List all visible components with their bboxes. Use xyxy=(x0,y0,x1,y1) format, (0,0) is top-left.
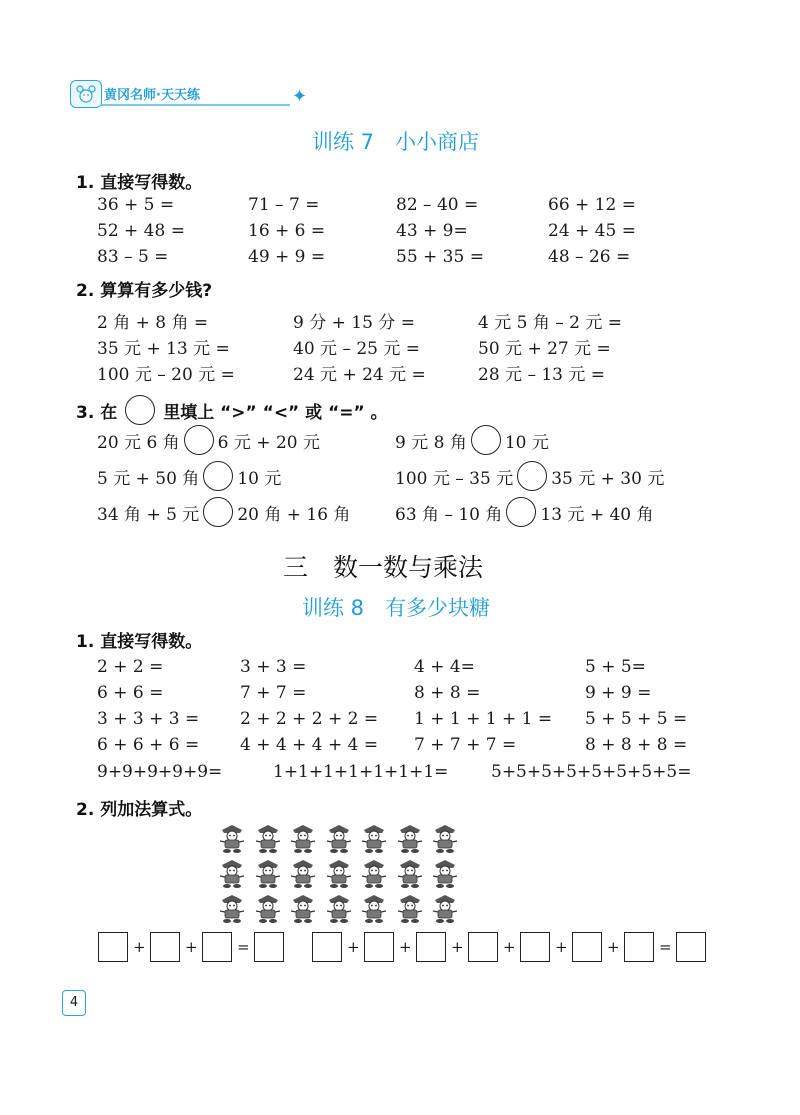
section3-title: 三 数一数与乘法 xyxy=(283,553,484,582)
bear-mascot-icon xyxy=(70,80,102,108)
answer-box[interactable] xyxy=(98,932,128,962)
answer-circle[interactable] xyxy=(203,497,233,527)
equation: 1+1+1+1+1+1+1= xyxy=(273,762,449,782)
money-equation: 4 元 5 角 – 2 元 = xyxy=(478,313,623,333)
equation: 7 + 7 + 7 = xyxy=(414,735,517,755)
comparison-right: 10 元 xyxy=(237,468,282,489)
money-equation: 40 元 – 25 元 = xyxy=(293,339,421,359)
candy-figure-icon xyxy=(360,859,388,889)
equals-sign: = xyxy=(237,938,250,956)
lesson7-q1-heading: 1. 直接写得数。 xyxy=(76,173,203,193)
plus-sign: + xyxy=(347,938,360,956)
comparison-right: 6 元 + 20 元 xyxy=(217,432,320,453)
equation: 3 + 3 + 3 = xyxy=(97,709,200,729)
equation: 8 + 8 + 8 = xyxy=(585,735,688,755)
candy-figure-icon xyxy=(289,894,317,924)
comparison-right: 10 元 xyxy=(504,432,549,453)
lesson7-q2-heading: 2. 算算有多少钱? xyxy=(76,281,213,301)
lesson8-q2-heading: 2. 列加法算式。 xyxy=(76,800,203,820)
equation: 43 + 9= xyxy=(396,221,468,241)
candy-figure-icon xyxy=(360,894,388,924)
equation: 4 + 4 + 4 + 4 = xyxy=(240,735,379,755)
answer-box[interactable] xyxy=(468,932,498,962)
equation: 6 + 6 = xyxy=(97,683,164,703)
comparison-left: 20 元 6 角 xyxy=(97,432,180,453)
comparison-item xyxy=(395,497,654,527)
candy-figure-icon xyxy=(396,859,424,889)
sparkle-star-icon: ✦ xyxy=(292,86,308,107)
money-equation: 50 元 + 27 元 = xyxy=(478,339,611,359)
money-equation: 2 角 + 8 角 = xyxy=(97,313,209,333)
lesson8-title: 训练 8 有多少块糖 xyxy=(302,596,491,620)
comparison-item xyxy=(97,497,350,527)
equation: 24 + 45 = xyxy=(548,221,636,241)
money-equation: 28 元 – 13 元 = xyxy=(478,365,606,385)
money-equation: 100 元 – 20 元 = xyxy=(97,365,235,385)
candy-figure-icon xyxy=(325,824,353,854)
equation: 82 – 40 = xyxy=(396,195,479,215)
equation: 83 – 5 = xyxy=(97,247,169,267)
answer-circle[interactable] xyxy=(184,425,214,455)
answer-circle[interactable] xyxy=(203,461,233,491)
equation: 2 + 2 = xyxy=(97,657,164,677)
candy-figure-icon xyxy=(218,859,246,889)
answer-box[interactable] xyxy=(312,932,342,962)
candy-figure-icon xyxy=(289,824,317,854)
candy-figure-icon xyxy=(431,824,459,854)
equation: 6 + 6 + 6 = xyxy=(97,735,200,755)
equals-sign: = xyxy=(659,938,672,956)
equation: 55 + 35 = xyxy=(396,247,484,267)
plus-sign: + xyxy=(451,938,464,956)
answer-box[interactable] xyxy=(202,932,232,962)
answer-circle[interactable] xyxy=(471,425,501,455)
money-equation: 35 元 + 13 元 = xyxy=(97,339,230,359)
equation: 49 + 9 = xyxy=(248,247,326,267)
lesson7-q3-heading xyxy=(76,395,388,425)
comparison-left: 34 角 + 5 元 xyxy=(97,504,200,525)
answer-box[interactable] xyxy=(520,932,550,962)
equation: 9 + 9 = xyxy=(585,683,652,703)
candy-figure-icon xyxy=(360,824,388,854)
candy-figure-icon xyxy=(254,824,282,854)
comparison-left: 9 元 8 角 xyxy=(395,432,467,453)
comparison-right: 35 元 + 30 元 xyxy=(551,468,665,489)
equation: 36 + 5 = xyxy=(97,195,175,215)
candy-figure-icon xyxy=(325,894,353,924)
example-circle-icon xyxy=(125,395,155,425)
candy-figure-icon xyxy=(396,824,424,854)
equation: 48 – 26 = xyxy=(548,247,631,267)
equation: 16 + 6 = xyxy=(248,221,326,241)
plus-sign: + xyxy=(503,938,516,956)
comparison-right: 13 元 + 40 角 xyxy=(540,504,654,525)
equation: 52 + 48 = xyxy=(97,221,185,241)
equation: 8 + 8 = xyxy=(414,683,481,703)
q3-heading-pre: 3. 在 xyxy=(76,402,118,423)
equation: 66 + 12 = xyxy=(548,195,636,215)
answer-box[interactable] xyxy=(254,932,284,962)
candy-figure-icon xyxy=(254,859,282,889)
plus-sign: + xyxy=(185,938,198,956)
equation: 5 + 5 + 5 = xyxy=(585,709,688,729)
answer-box[interactable] xyxy=(150,932,180,962)
equation: 1 + 1 + 1 + 1 = xyxy=(414,709,553,729)
plus-sign: + xyxy=(607,938,620,956)
brand-header xyxy=(70,80,308,110)
brand-underline xyxy=(100,104,290,106)
equation: 7 + 7 = xyxy=(240,683,307,703)
plus-sign: + xyxy=(399,938,412,956)
answer-circle[interactable] xyxy=(506,497,536,527)
candy-figure-icon xyxy=(396,894,424,924)
candy-figure-icon xyxy=(218,824,246,854)
candy-figure-icon xyxy=(431,859,459,889)
answer-box[interactable] xyxy=(624,932,654,962)
answer-box[interactable] xyxy=(416,932,446,962)
answer-circle[interactable] xyxy=(517,461,547,491)
equation: 71 – 7 = xyxy=(248,195,320,215)
equation: 5+5+5+5+5+5+5+5= xyxy=(491,762,692,782)
equation: 2 + 2 + 2 + 2 = xyxy=(240,709,379,729)
q3-heading-post: 里填上 “>” “<” 或 “=” 。 xyxy=(163,402,388,423)
lesson8-q1-heading: 1. 直接写得数。 xyxy=(76,632,203,652)
comparison-left: 100 元 – 35 元 xyxy=(395,468,514,489)
page-number: 4 xyxy=(62,990,86,1016)
candy-figure-icon xyxy=(325,859,353,889)
comparison-left: 5 元 + 50 角 xyxy=(97,468,200,489)
candy-figure-icon xyxy=(431,894,459,924)
candy-figure-icon xyxy=(218,894,246,924)
money-equation: 9 分 + 15 分 = xyxy=(293,313,415,333)
candy-figure-icon xyxy=(289,859,317,889)
equation: 9+9+9+9+9= xyxy=(97,762,223,782)
equation: 4 + 4= xyxy=(414,657,475,677)
equation: 5 + 5= xyxy=(585,657,646,677)
answer-box[interactable] xyxy=(364,932,394,962)
answer-box[interactable] xyxy=(572,932,602,962)
comparison-right: 20 角 + 16 角 xyxy=(237,504,351,525)
answer-box[interactable] xyxy=(676,932,706,962)
plus-sign: + xyxy=(555,938,568,956)
money-equation: 24 元 + 24 元 = xyxy=(293,365,426,385)
comparison-left: 63 角 – 10 角 xyxy=(395,504,503,525)
comparison-item xyxy=(97,425,320,455)
equation: 3 + 3 = xyxy=(240,657,307,677)
comparison-item xyxy=(395,425,549,455)
candy-figure-icon xyxy=(254,894,282,924)
lesson7-title: 训练 7 小小商店 xyxy=(312,130,480,154)
comparison-item xyxy=(395,461,664,491)
brand-text: 黄冈名师·天天练 xyxy=(104,88,200,103)
plus-sign: + xyxy=(133,938,146,956)
comparison-item xyxy=(97,461,281,491)
